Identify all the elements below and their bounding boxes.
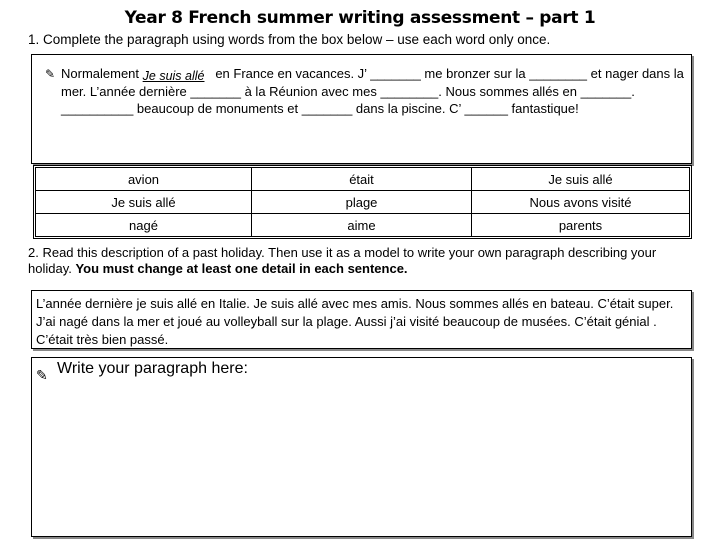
paragraph-rest: en France en vacances. J’ _______ me bronzer sur la ________ et nager dans la mer. L’année dernière _______ à la Réunion avec mes ________. Nous sommes allés en _______. __________ beaucoup de monuments et _______ dans la piscine. C’ ______ fantastique! bbox=[61, 66, 684, 116]
word-cell: nagé bbox=[36, 214, 252, 237]
q2-instruction bbox=[28, 245, 668, 277]
word-cell: Je suis allé bbox=[36, 191, 252, 214]
writing-area[interactable] bbox=[31, 357, 692, 537]
writing-area-label: Write your paragraph here: bbox=[57, 360, 248, 377]
model-paragraph: L’année dernière je suis allé en Italie. Je suis allé avec mes amis. Nous sommes allés en bateau. C’était super. J’ai nagé dans la mer et joué au volleyball sur la plage. Aussi j’ai visité beaucoup de musées. C’était génial . C’était très bien passé. bbox=[36, 296, 674, 347]
word-cell: parents bbox=[472, 214, 690, 237]
word-box-table bbox=[35, 167, 690, 237]
page-title: Year 8 French summer writing assessment – part 1 bbox=[124, 8, 596, 28]
word-cell: avion bbox=[36, 168, 252, 191]
word-cell: Nous avons visité bbox=[472, 191, 690, 214]
word-cell: plage bbox=[252, 191, 472, 214]
q1-instruction: 1. Complete the paragraph using words from the box below – use each word only once. bbox=[28, 32, 551, 47]
paragraph-start: Normalement bbox=[61, 66, 143, 81]
pencil-icon: ✎ bbox=[36, 368, 48, 384]
model-text-box bbox=[31, 290, 692, 349]
table-row bbox=[36, 214, 690, 237]
handwritten-answer: Je suis allé bbox=[142, 69, 205, 83]
word-cell: était bbox=[252, 168, 472, 191]
word-cell: aime bbox=[252, 214, 472, 237]
q2-instruction-bold: You must change at least one detail in each sentence. bbox=[75, 261, 408, 276]
word-cell: Je suis allé bbox=[472, 168, 690, 191]
gap-fill-paragraph bbox=[61, 65, 686, 117]
table-row bbox=[36, 191, 690, 214]
q2-instruction-text: 2. Read this description of a past holiday. Then use it as a model to write your own paragraph describing your holiday. bbox=[28, 245, 657, 276]
gap-fill-box bbox=[31, 54, 692, 164]
pencil-icon: ✎ bbox=[45, 67, 56, 81]
table-row bbox=[36, 168, 690, 191]
